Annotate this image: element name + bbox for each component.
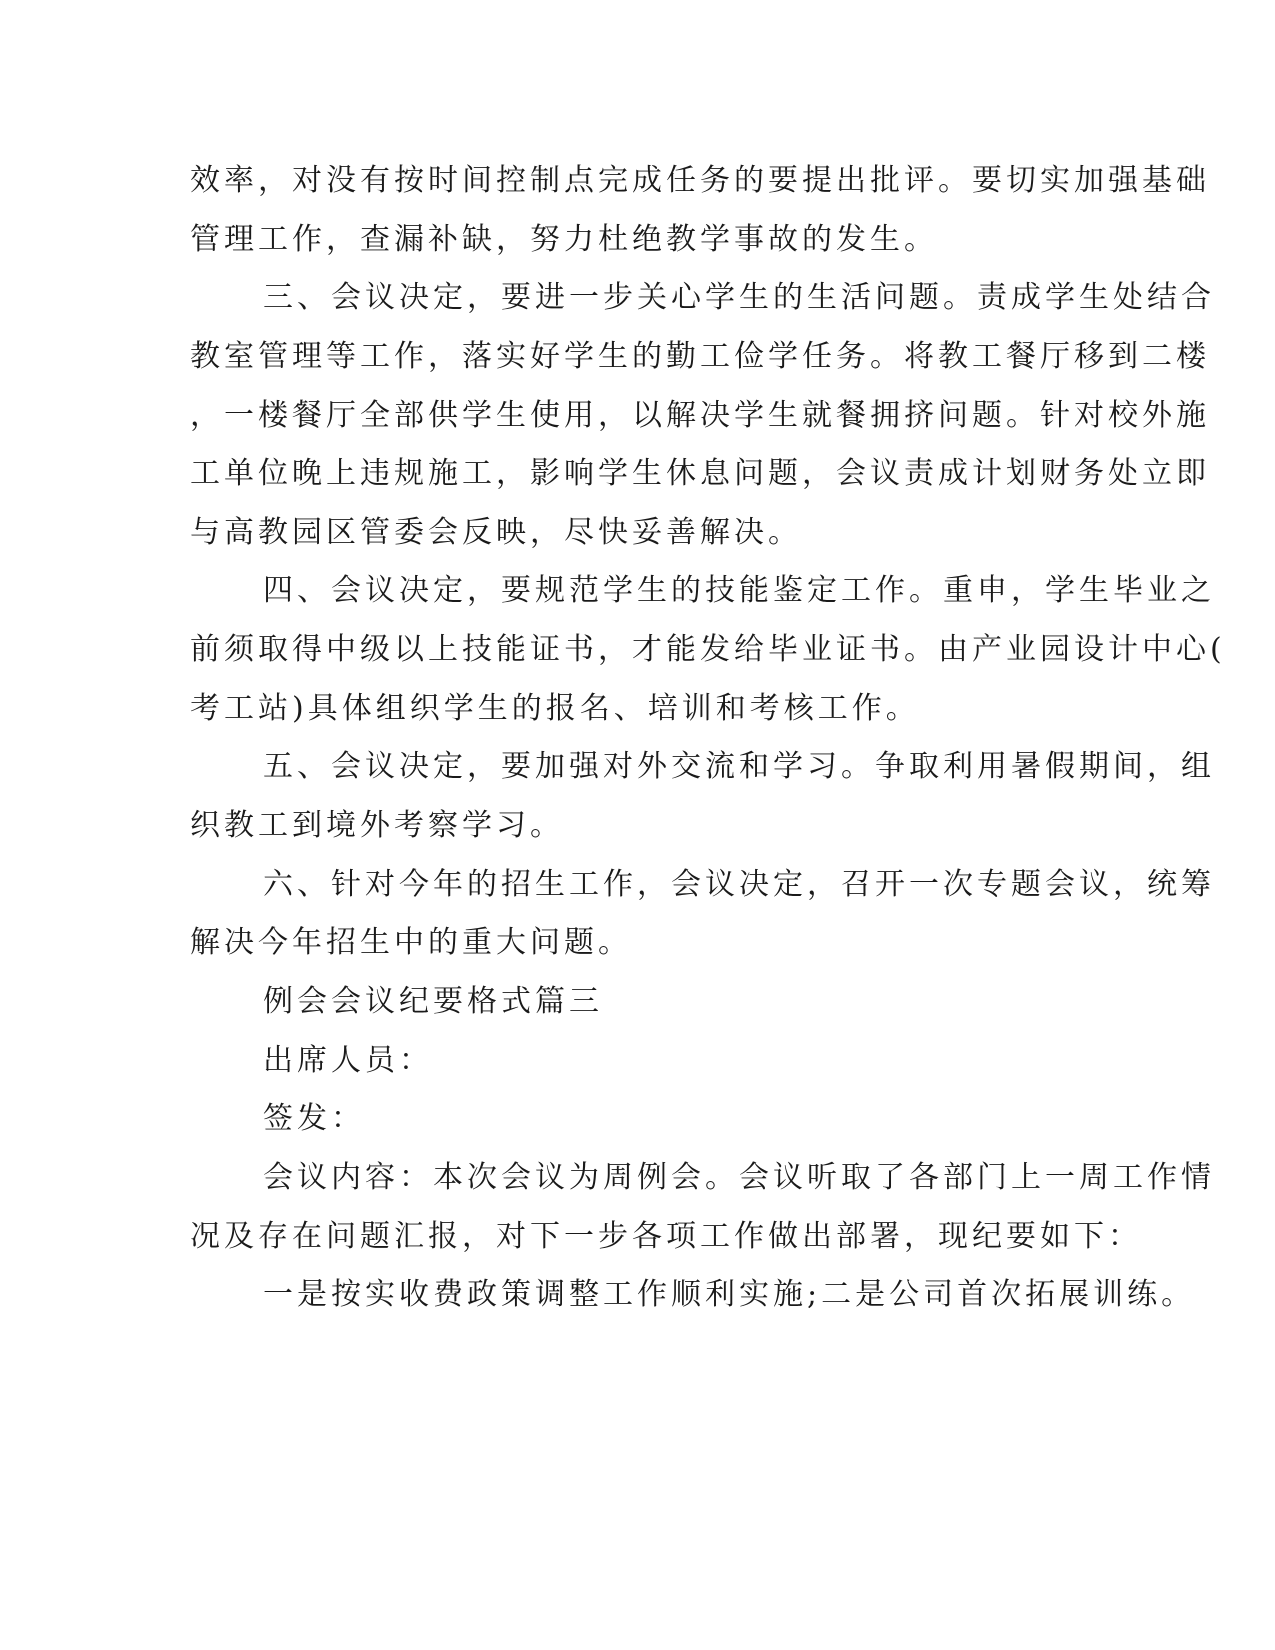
paragraph-start: 六、针对今年的招生工作，会议决定，召开一次专题会议，统筹 — [263, 867, 1215, 902]
text-line: 与高教园区管委会反映，尽快妥善解决。 — [190, 515, 802, 550]
text-line: 况及存在问题汇报，对下一步各项工作做出部署，现纪要如下： — [190, 1219, 1142, 1254]
text-line: 解决今年招生中的重大问题。 — [190, 925, 632, 960]
attendees-label: 出席人员： — [263, 1043, 433, 1078]
paragraph-start: 一是按实收费政策调整工作顺利实施;二是公司首次拓展训练。 — [263, 1277, 1196, 1312]
text-line: 管理工作，查漏补缺，努力杜绝教学事故的发生。 — [190, 222, 938, 257]
text-line: 前须取得中级以上技能证书，才能发给毕业证书。由产业园设计中心( — [190, 632, 1226, 667]
paragraph-start: 三、会议决定，要进一步关心学生的生活问题。责成学生处结合 — [263, 280, 1215, 315]
text-line: 考工站)具体组织学生的报名、培训和考核工作。 — [190, 691, 920, 726]
paragraph-start: 会议内容：本次会议为周例会。会议听取了各部门上一周工作情 — [263, 1160, 1215, 1195]
text-line: 工单位晚上违规施工，影响学生休息问题，会议责成计划财务处立即 — [190, 456, 1210, 491]
issuer-label: 签发： — [263, 1101, 365, 1136]
text-line: 教室管理等工作，落实好学生的勤工俭学任务。将教工餐厅移到二楼 — [190, 339, 1210, 374]
text-line: ，一楼餐厅全部供学生使用，以解决学生就餐拥挤问题。针对校外施 — [190, 398, 1210, 433]
text-line: 织教工到境外考察学习。 — [190, 808, 564, 843]
section-heading: 例会会议纪要格式篇三 — [263, 984, 603, 1019]
text-line: 效率，对没有按时间控制点完成任务的要提出批评。要切实加强基础 — [190, 163, 1210, 198]
paragraph-start: 四、会议决定，要规范学生的技能鉴定工作。重申，学生毕业之 — [263, 573, 1215, 608]
paragraph-start: 五、会议决定，要加强对外交流和学习。争取利用暑假期间，组 — [263, 749, 1215, 784]
